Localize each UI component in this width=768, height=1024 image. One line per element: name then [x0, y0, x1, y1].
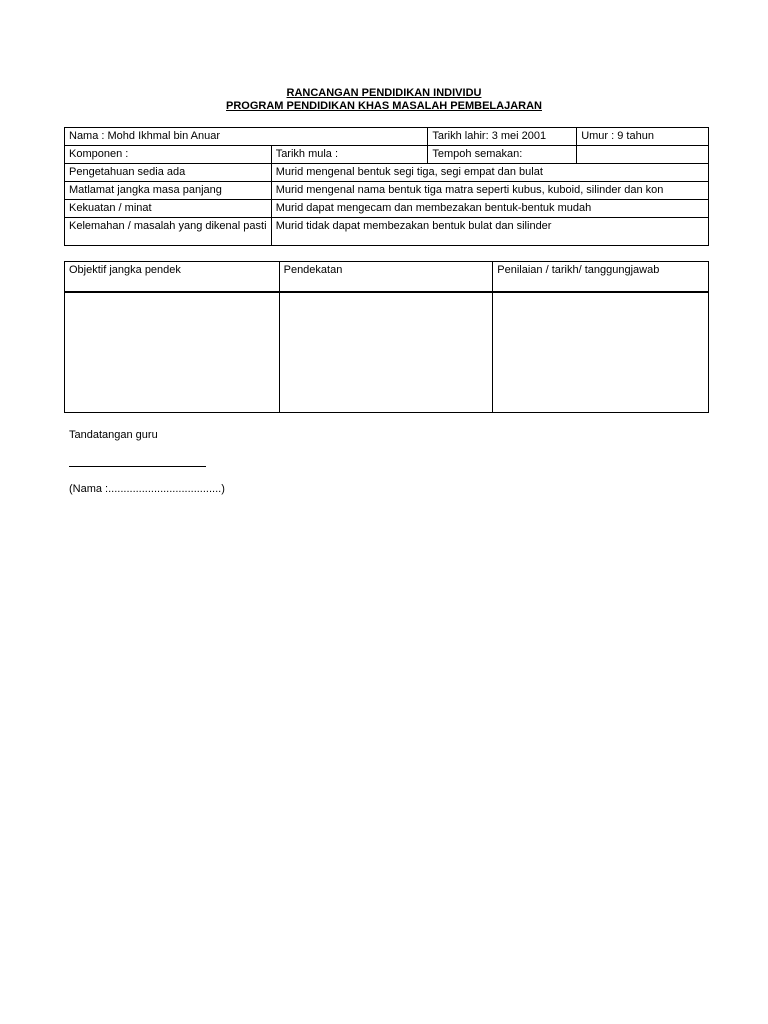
- penilaian-cell: [493, 292, 709, 413]
- row-label: Matlamat jangka masa panjang: [65, 182, 272, 200]
- row-label: Pengetahuan sedia ada: [65, 164, 272, 182]
- komponen-cell: Komponen :: [65, 146, 272, 164]
- plan-table: [64, 261, 709, 413]
- table-row: [65, 128, 709, 146]
- table-row: [65, 182, 709, 200]
- objektif-cell: [65, 292, 280, 413]
- table-row: [65, 200, 709, 218]
- tarikh-mula-cell: Tarikh mula :: [271, 146, 428, 164]
- document-title: RANCANGAN PENDIDIKAN INDIVIDU: [286, 87, 482, 99]
- tempoh-semakan-cell: Tempoh semakan:: [428, 146, 577, 164]
- objektif-header: Objektif jangka pendek: [65, 262, 280, 292]
- penilaian-header: Penilaian / tarikh/ tanggungjawab: [493, 262, 709, 292]
- row-label: Kekuatan / minat: [65, 200, 272, 218]
- table-header-row: [65, 262, 709, 292]
- empty-cell: [577, 146, 709, 164]
- row-value: Murid mengenal nama bentuk tiga matra seperti kubus, kuboid, silinder dan kon: [271, 182, 708, 200]
- student-info-table: [64, 127, 709, 246]
- nama-cell: Nama : Mohd Ikhmal bin Anuar: [65, 128, 428, 146]
- signature-name: (Nama :.....................................): [69, 483, 225, 495]
- pendekatan-header: Pendekatan: [279, 262, 493, 292]
- table-row: [65, 164, 709, 182]
- pendekatan-cell: [279, 292, 493, 413]
- table-row: [65, 218, 709, 246]
- signature-label: Tandatangan guru: [69, 429, 158, 441]
- umur-cell: Umur : 9 tahun: [577, 128, 709, 146]
- row-value: Murid tidak dapat membezakan bentuk bulat dan silinder: [271, 218, 708, 246]
- row-value: Murid mengenal bentuk segi tiga, segi empat dan bulat: [271, 164, 708, 182]
- row-label: Kelemahan / masalah yang dikenal pasti: [65, 218, 272, 246]
- table-row: [65, 146, 709, 164]
- tarikh-lahir-cell: Tarikh lahir: 3 mei 2001: [428, 128, 577, 146]
- document-subtitle: PROGRAM PENDIDIKAN KHAS MASALAH PEMBELAJARAN: [226, 100, 542, 112]
- signature-line: [69, 466, 206, 467]
- table-row: [65, 292, 709, 413]
- row-value: Murid dapat mengecam dan membezakan bentuk-bentuk mudah: [271, 200, 708, 218]
